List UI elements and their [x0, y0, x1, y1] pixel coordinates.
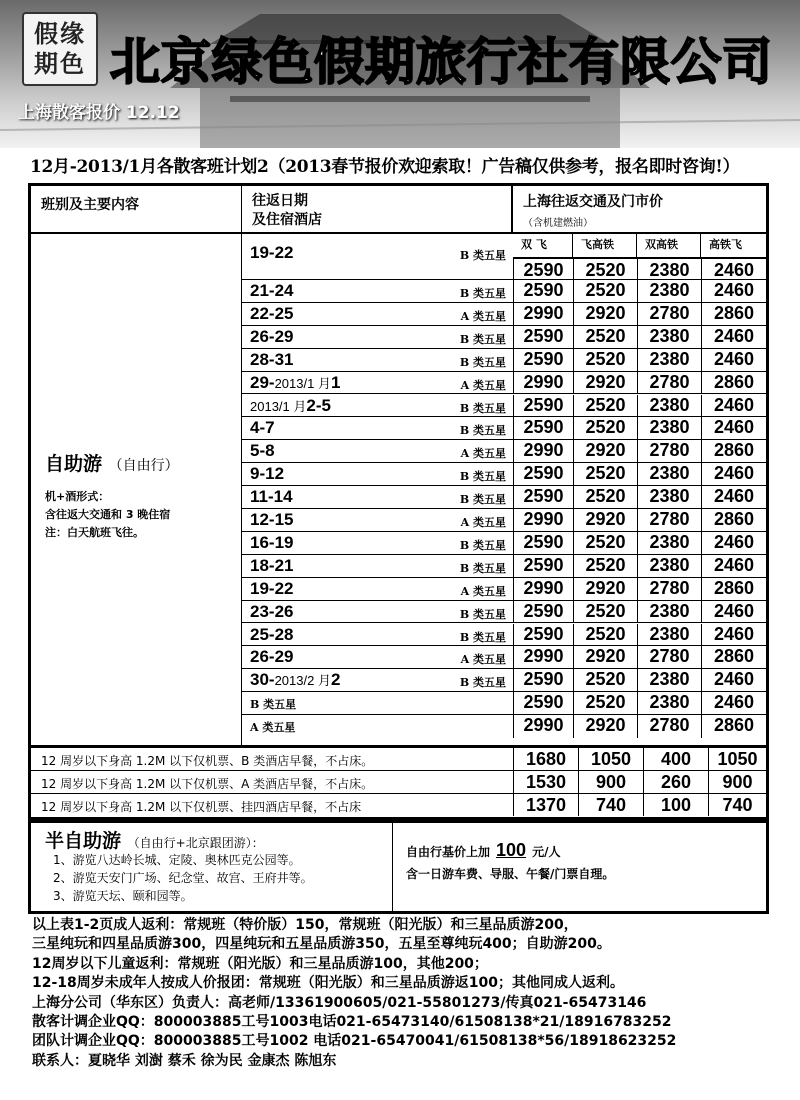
row-hotel: B 类五星	[459, 355, 506, 369]
header-banner	[0, 0, 800, 148]
table-row	[242, 303, 766, 326]
table-row	[242, 440, 766, 463]
child-price-cell: 1530	[513, 771, 578, 793]
child-row-label: 12 周岁以下身高 1.2M 以下仅机票、B 类酒店早餐，不占床。	[41, 754, 374, 768]
child-price-cell: 1370	[513, 794, 578, 816]
row-hotel: A 类五星	[460, 378, 506, 392]
row-date-month: 2013/2 月	[274, 673, 331, 689]
row-date: 18-21	[250, 555, 294, 575]
row-date: 23-26	[250, 601, 294, 621]
price-cell: 2520	[573, 417, 637, 440]
price-cell: 2780	[637, 715, 701, 738]
price-cell: 2460	[701, 280, 766, 303]
row-date: 11-14	[250, 487, 293, 507]
price-cell: 2860	[701, 440, 766, 463]
price-cell: 2990	[513, 646, 573, 669]
table-row	[242, 326, 766, 349]
row-date: 19-22	[250, 243, 294, 262]
child-price-cell: 260	[643, 771, 708, 793]
price-cell: 2520	[573, 486, 637, 509]
price-cell: 2520	[573, 349, 637, 372]
row-hotel: B 类五星	[250, 698, 297, 712]
price-cell: 2460	[701, 395, 766, 418]
semi-guided-items	[53, 851, 313, 905]
footer-line: 以上表1-2页成人返利：常规班（特价版）150，常规班（阳光版）和三星品质游200，	[32, 917, 578, 933]
row-date	[250, 396, 331, 416]
child-price-table	[28, 748, 769, 820]
price-cell: 2590	[513, 532, 573, 555]
row-hotel: B 类五星	[459, 493, 506, 507]
price-col-flight-rail: 飞高铁	[573, 234, 637, 258]
price-cell: 2380	[637, 349, 701, 372]
child-row-label: 12 周岁以下身高 1.2M 以下仅机票、A 类酒店早餐，不占床。	[41, 777, 374, 791]
price-cell: 2460	[701, 463, 766, 486]
price-cell: 2520	[573, 280, 637, 303]
price-cell: 2860	[701, 509, 766, 532]
child-row	[31, 748, 766, 771]
price-cell: 2860	[701, 372, 766, 395]
table-row	[242, 692, 766, 715]
price-cell: 2460	[701, 601, 766, 624]
row-date-end: 1	[330, 372, 341, 392]
price-table	[28, 183, 769, 748]
table-row	[242, 349, 766, 372]
row-date	[250, 373, 340, 393]
price-cell: 2380	[637, 532, 701, 555]
price-cell: 2520	[573, 532, 637, 555]
tour-note: 注：白天航班飞往。	[45, 526, 144, 539]
price-cell: 2590	[513, 601, 573, 624]
footer-line: 三星纯玩和四星品质游300，四星纯玩和五星品质游350，五星至尊纯玩400；自助游200。	[32, 936, 611, 953]
price-cell: 2860	[701, 715, 766, 738]
price-cell: 2520	[573, 395, 637, 418]
semi-guided-title	[45, 826, 264, 853]
price-cell: 2990	[513, 509, 573, 532]
price-cell: 2460	[701, 692, 766, 715]
tour-info-cell	[31, 234, 242, 745]
price-cell: 2460	[701, 258, 766, 280]
price-cell: 2590	[513, 417, 573, 440]
row-hotel: B 类五星	[459, 401, 506, 415]
price-cell: 2460	[701, 349, 766, 372]
child-price-cell: 400	[643, 748, 708, 770]
price-cell: 2860	[701, 578, 766, 601]
table-row	[242, 555, 766, 578]
row-hotel: B 类五星	[459, 676, 506, 690]
logo-text: 假缘期色	[34, 19, 86, 78]
price-cell: 2920	[573, 303, 637, 326]
semi-title-sub: （自由行+北京跟团游）：	[127, 836, 264, 850]
price-cell: 2460	[701, 555, 766, 578]
tour-name	[45, 449, 179, 476]
price-cell: 2520	[573, 463, 637, 486]
child-price-cell: 740	[708, 794, 766, 816]
row-hotel: A 类五星	[250, 721, 296, 735]
col-header-tour: 班别及主要内容	[31, 186, 242, 234]
semi-add-post: 元/人	[532, 845, 561, 859]
price-cell: 2460	[701, 326, 766, 349]
price-cell: 2590	[513, 258, 573, 280]
col-header-dates-line1: 往返日期	[252, 193, 308, 209]
price-cell: 2990	[513, 372, 573, 395]
semi-guided-section	[28, 820, 769, 914]
col-header-transport-note: （含机建燃油）	[523, 218, 593, 229]
price-cell: 2380	[637, 463, 701, 486]
price-cell: 2590	[513, 326, 573, 349]
child-price-cell: 1680	[513, 748, 578, 770]
price-col-double-rail: 双高铁	[637, 234, 701, 258]
price-subheader	[513, 234, 766, 258]
table-row	[242, 532, 766, 555]
row-hotel: B 类五星	[459, 561, 506, 575]
col-header-transport	[513, 186, 766, 234]
tour-note: 机+酒形式：	[45, 490, 110, 503]
price-cell: 2590	[513, 349, 573, 372]
price-cell: 2380	[637, 280, 701, 303]
tour-note: 含往返大交通和 3 晚住宿	[45, 508, 171, 521]
row-date: 26-29	[250, 647, 294, 667]
price-cell: 2590	[513, 395, 573, 418]
row-date-end: 2	[330, 670, 341, 690]
row-hotel: A 类五星	[460, 653, 506, 667]
row-date-end: 2-5	[306, 395, 331, 415]
list-item: 3、游览天坛、颐和园等。	[53, 889, 193, 903]
price-cell: 2380	[637, 669, 701, 692]
row-hotel: B 类五星	[459, 607, 506, 621]
company-name: 北京绿色假期旅行社有限公司	[110, 33, 773, 91]
tour-name-sub: （自由行）	[108, 458, 179, 474]
row-hotel: A 类五星	[460, 584, 506, 598]
price-col-rail-flight: 高铁飞	[709, 238, 742, 251]
price-cell: 2590	[513, 669, 573, 692]
footer-line: 团队计调企业QQ：800003885工号1002 电话021-65470041/61508138*56/18918623252	[32, 1033, 677, 1050]
semi-add-pre: 自由行基价上加	[406, 845, 491, 859]
price-cell: 2380	[637, 326, 701, 349]
price-cell: 2380	[637, 601, 701, 624]
row-date: 25-28	[250, 624, 294, 644]
price-cell: 2520	[573, 669, 637, 692]
price-cell: 2460	[701, 669, 766, 692]
footer-line: 联系人：夏晓华 刘澍 蔡禾 徐为民 金康杰 陈旭东	[32, 1052, 337, 1069]
tour-name-text: 自助游	[45, 453, 103, 475]
list-item: 2、游览天安门广场、纪念堂、故宫、王府井等。	[53, 871, 313, 885]
price-cell: 2380	[637, 555, 701, 578]
price-cell: 2460	[701, 532, 766, 555]
price-cell: 2380	[637, 258, 701, 280]
price-cell: 2590	[513, 463, 573, 486]
price-cell: 2780	[637, 646, 701, 669]
plan-subtitle: 12月-2013/1月各散客班计划2（2013春节报价欢迎索取！广告稿仅供参考，报名即时咨询!）	[30, 157, 740, 177]
price-cell: 2920	[573, 715, 637, 738]
price-cell: 2460	[701, 417, 766, 440]
table-row	[242, 395, 766, 418]
footer-line: 12-18周岁未成年人按成人价报团：常规班（阳光版）和三星品质游返100；其他同成人返利。	[32, 975, 624, 992]
price-cell: 2780	[637, 372, 701, 395]
price-cell: 2520	[573, 326, 637, 349]
price-cell: 2380	[637, 486, 701, 509]
row-date-start: 30-	[250, 670, 275, 690]
footer-contact	[32, 916, 782, 1071]
footer-line: 12周岁以下儿童返利：常规班（阳光版）和三星品质游100，其他200；	[32, 955, 488, 972]
tour-notes	[45, 488, 170, 542]
semi-title-text: 半自助游	[45, 830, 122, 852]
table-row	[242, 624, 766, 647]
child-price-cell: 1050	[708, 748, 766, 770]
price-cell: 2920	[573, 646, 637, 669]
row-date: 12-15	[250, 510, 294, 529]
row-date: 4-7	[250, 418, 275, 438]
price-cell: 2780	[637, 578, 701, 601]
price-col-double-flight: 双 飞	[513, 234, 573, 258]
row-hotel: B 类五星	[459, 630, 506, 644]
table-row	[242, 463, 766, 486]
row-date: 19-22	[250, 578, 294, 598]
price-cell: 2590	[513, 692, 573, 715]
price-cell: 2920	[573, 440, 637, 463]
price-cell: 2920	[573, 578, 637, 601]
table-row	[242, 280, 766, 303]
col-header-dates-line2: 及住宿酒店	[252, 212, 322, 228]
price-cell: 2380	[637, 692, 701, 715]
price-cell: 2990	[513, 578, 573, 601]
price-cell: 2860	[701, 303, 766, 326]
child-row-label: 12 周岁以下身高 1.2M 以下仅机票、挂四酒店早餐，不占床	[41, 800, 362, 814]
row-date: 5-8	[250, 441, 275, 461]
col-header-transport-title: 上海往返交通及门市价	[523, 194, 663, 210]
row-hotel: B 类五星	[459, 332, 506, 346]
row-date-month: 2013/1 月	[274, 375, 331, 391]
price-cell: 2460	[701, 486, 766, 509]
price-cell: 2990	[513, 715, 573, 738]
table-row	[242, 646, 766, 669]
row-hotel: A 类五星	[460, 516, 506, 529]
price-cell: 2520	[573, 258, 637, 280]
price-cell: 2590	[513, 280, 573, 303]
row-hotel: B 类五星	[459, 287, 506, 300]
price-cell: 2520	[573, 624, 637, 647]
price-cell: 2780	[637, 303, 701, 326]
price-cell: 2520	[573, 692, 637, 715]
price-cell: 2380	[637, 417, 701, 440]
price-cell: 2590	[513, 555, 573, 578]
table-row	[242, 486, 766, 509]
table-row	[242, 715, 766, 738]
child-price-cell: 100	[643, 794, 708, 816]
price-cell: 2920	[573, 509, 637, 532]
table-row	[242, 509, 766, 532]
price-cell: 2990	[513, 440, 573, 463]
row-hotel: B 类五星	[459, 424, 506, 438]
footer-line: 上海分公司（华东区）负责人：高老师/13361900605/021-55801273/传真021-65473146	[32, 994, 647, 1011]
row-hotel: A 类五星	[460, 309, 506, 323]
row-date: 16-19	[250, 532, 294, 552]
child-price-cell: 740	[578, 794, 643, 816]
price-cell: 2520	[573, 555, 637, 578]
price-cell: 2780	[637, 509, 701, 532]
row-date	[250, 670, 340, 690]
table-row	[242, 601, 766, 624]
price-cell: 2380	[637, 395, 701, 418]
child-price-cell: 1050	[578, 748, 643, 770]
child-price-cell: 900	[578, 771, 643, 793]
semi-includes: 含一日游车费、导服、午餐/门票自理。	[406, 867, 615, 881]
price-cell: 2590	[513, 624, 573, 647]
company-logo	[22, 12, 98, 86]
table-row	[242, 372, 766, 395]
price-cell: 2520	[573, 601, 637, 624]
row-date-month: 2013/1 月	[250, 398, 307, 414]
row-hotel: A 类五星	[460, 447, 506, 461]
price-cell: 2780	[637, 440, 701, 463]
row-date: 28-31	[250, 349, 294, 369]
price-cell: 2380	[637, 624, 701, 647]
semi-guided-info	[31, 823, 393, 911]
price-cell: 2990	[513, 303, 573, 326]
price-cell: 2460	[701, 624, 766, 647]
row-date: 22-25	[250, 303, 294, 323]
child-price-cell: 900	[708, 771, 766, 793]
list-item: 1、游览八达岭长城、定陵、奥林匹克公园等。	[53, 853, 301, 867]
child-row	[31, 794, 766, 817]
row-date: 26-29	[250, 326, 294, 346]
col-header-dates	[242, 186, 513, 234]
semi-guided-price	[406, 839, 614, 885]
row-date-start: 29-	[250, 372, 275, 392]
child-row	[31, 771, 766, 794]
semi-add-amount: 100	[496, 840, 527, 860]
table-row	[242, 578, 766, 601]
footer-line: 散客计调企业QQ：800003885工号1003电话021-65473140/61508138*21/18916783252	[32, 1014, 672, 1031]
table-row	[242, 669, 766, 692]
row-hotel: B 类五星	[459, 249, 506, 262]
table-row	[242, 417, 766, 440]
semi-add-line	[406, 839, 614, 863]
price-cell: 2590	[513, 486, 573, 509]
price-cell: 2920	[573, 372, 637, 395]
row-date: 21-24	[250, 281, 294, 300]
quote-date-label: 上海散客报价 12.12	[18, 103, 180, 123]
row-hotel: B 类五星	[459, 470, 506, 484]
price-cell: 2860	[701, 646, 766, 669]
row-hotel: B 类五星	[459, 538, 506, 552]
row-date: 9-12	[250, 464, 285, 484]
